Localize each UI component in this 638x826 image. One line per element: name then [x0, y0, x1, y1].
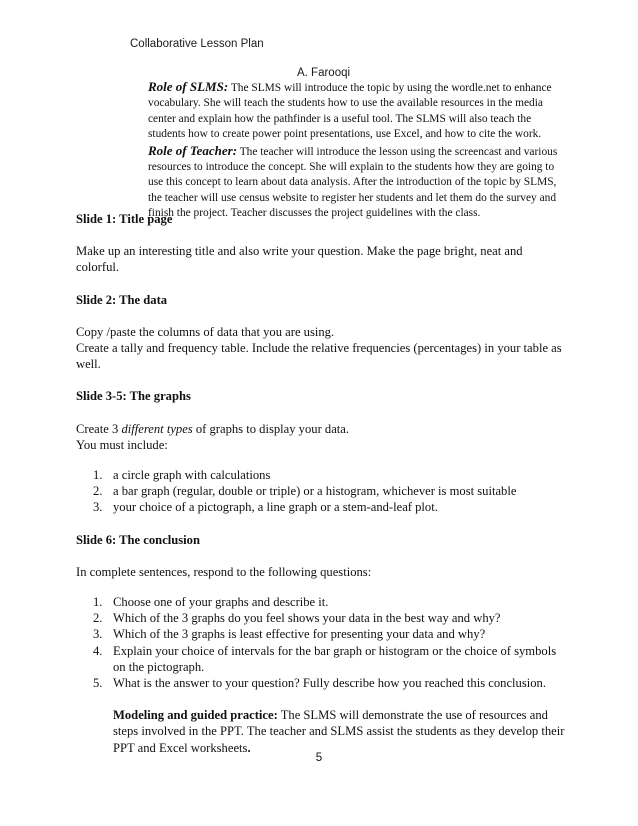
role-slms-paragraph [148, 79, 568, 143]
list-item-text: a circle graph with calculations [113, 468, 271, 483]
slide1-text: Make up an interesting title and also write your question. Make the page bright, neat and colorful. [76, 244, 523, 275]
slide35-intro [76, 421, 568, 437]
slide35-intro-before: Create 3 [76, 421, 122, 436]
role-slms-label: Role of SLMS: [148, 79, 229, 94]
slide6-list [76, 594, 568, 691]
list-item [76, 643, 568, 675]
list-item-number: 5. [93, 676, 103, 691]
slide2-heading: Slide 2: The data [76, 292, 168, 307]
modeling-label: Modeling and guided practice: [113, 708, 278, 723]
slide2-line1: Copy /paste the columns of data that you are using. [76, 324, 335, 339]
header-title: Collaborative Lesson Plan [130, 38, 264, 50]
list-item [76, 594, 568, 610]
page-number: 5 [315, 752, 323, 764]
list-item-text: your choice of a pictograph, a line graph or a stem-and-leaf plot. [113, 500, 438, 515]
role-teacher-label: Role of Teacher: [148, 142, 238, 158]
modeling-paragraph [76, 707, 568, 756]
list-item-number: 2. [93, 611, 103, 626]
slide35-intro-after: of graphs to display your data. [192, 421, 350, 436]
list-item [76, 626, 568, 642]
list-item [76, 675, 568, 691]
roles-block [148, 79, 568, 222]
modeling-end: . [247, 740, 251, 755]
list-item-number: 3. [93, 500, 103, 515]
list-item [76, 499, 568, 515]
slide1-heading: Slide 1: Title page [76, 212, 173, 226]
role-teacher-paragraph [148, 143, 568, 222]
header-author: A. Farooqi [297, 67, 351, 79]
list-item-text: Which of the 3 graphs is least effective for presenting your data and why? [113, 627, 486, 642]
slide6-intro: In complete sentences, respond to the following questions: [76, 564, 372, 579]
list-item-text: Which of the 3 graphs do you feel shows your data in the best way and why? [113, 611, 501, 626]
list-item-number: 4. [93, 643, 103, 658]
main-content [76, 211, 568, 756]
role-slms-text: The SLMS will introduce the topic by using the wordle.net to enhance vocabulary. She will teach the students how to use the available resources in the media center and explain how the pathfinder is a useful tool. The SLMS will also teach the students how to create power point presentations, use Excel, and how to cite the work. [148, 82, 552, 141]
list-item [76, 483, 568, 499]
list-item-number: 3. [93, 627, 103, 642]
list-item-number: 2. [93, 484, 103, 499]
slide35-must-include: You must include: [76, 437, 168, 452]
list-item-number: 1. [93, 468, 103, 483]
modeling-text: The SLMS will demonstrate the use of resources and steps involved in the PPT. The teacher and SLMS assist the students as they develop their PPT and Excel worksheets [113, 708, 565, 755]
list-item [76, 467, 568, 483]
list-item [76, 610, 568, 626]
slide35-list [76, 467, 568, 516]
list-item-text: a bar graph (regular, double or triple) or a histogram, whichever is most suitable [113, 484, 517, 499]
list-item-text: Choose one of your graphs and describe it. [113, 595, 329, 610]
slide35-intro-emphasis: different types [121, 421, 193, 436]
slide35-heading: Slide 3-5: The graphs [76, 389, 191, 404]
slide6-heading: Slide 6: The conclusion [76, 532, 200, 547]
list-item-text: What is the answer to your question? Fully describe how you reached this conclusion. [113, 676, 546, 691]
list-item-number: 1. [93, 595, 103, 610]
role-teacher-text: The teacher will introduce the lesson using the screencast and various resources to introduce the concept. She will explain to the students how they are going to use this concept to learn about data analysis. After the introduction of the topic by SLMS, the teacher will use census website to register her students and let them do the survey and finish the project. Teacher discusses the project guidelines with the class. [148, 145, 558, 220]
slide2-line2: Create a tally and frequency table. Include the relative frequencies (percentages) in your table as well. [76, 341, 562, 372]
list-item-text: Explain your choice of intervals for the bar graph or histogram or the choice of symbols on the pictograph. [113, 643, 557, 674]
